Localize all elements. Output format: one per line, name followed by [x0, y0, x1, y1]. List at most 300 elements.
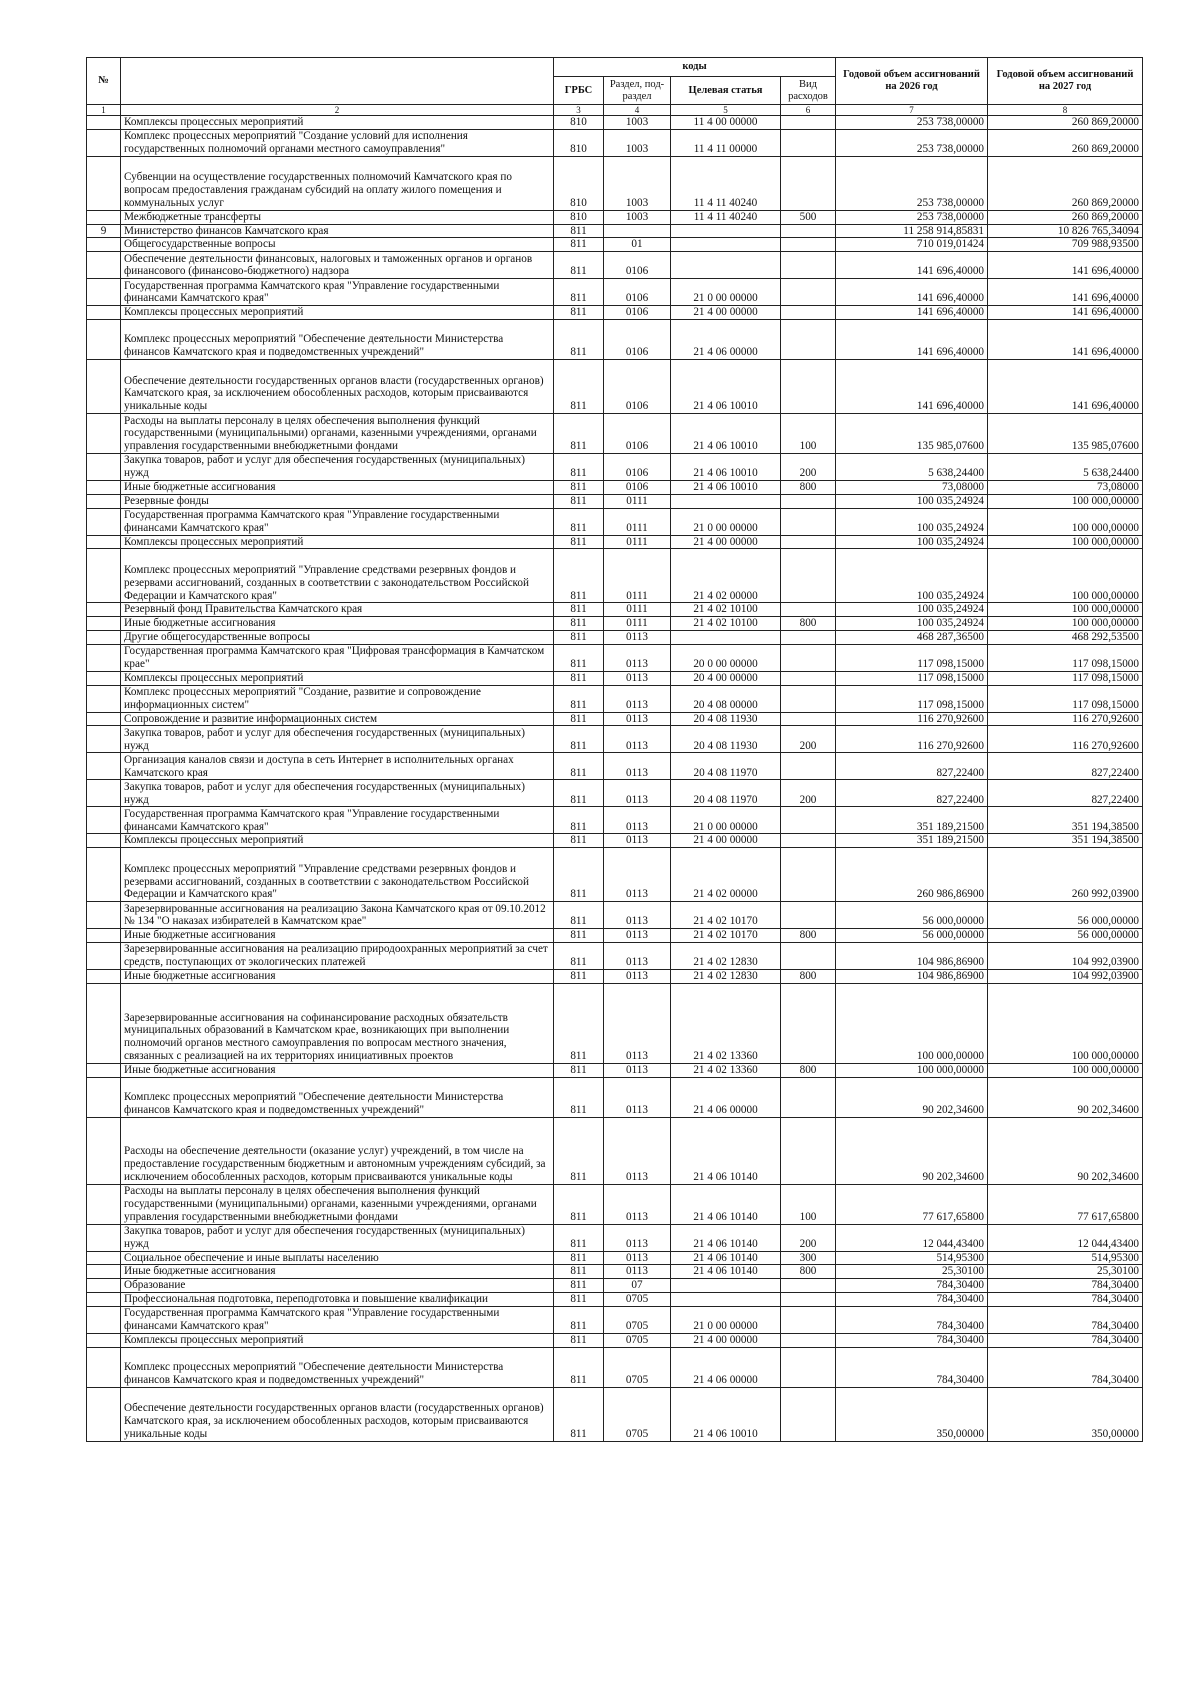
target-article: 21 4 06 10140	[671, 1265, 781, 1279]
razdel-code: 0111	[604, 617, 671, 631]
amount-2026: 117 098,15000	[836, 685, 988, 712]
razdel-code: 1003	[604, 129, 671, 156]
target-article: 21 4 02 10100	[671, 617, 781, 631]
amount-2027: 260 992,03900	[988, 848, 1143, 902]
amount-2026: 77 617,65800	[836, 1184, 988, 1224]
row-name: Закупка товаров, работ и услуг для обеспечения государственных (муниципальных) нужд	[121, 453, 554, 480]
razdel-code: 0113	[604, 969, 671, 983]
row-number	[87, 535, 121, 549]
table-row	[87, 224, 1143, 238]
header-codes: коды	[554, 58, 836, 77]
row-name: Комплекс процессных мероприятий "Создание условий для исполнения государственных полномочий органами местного самоуправления"	[121, 129, 554, 156]
amount-2026: 141 696,40000	[836, 359, 988, 413]
table-row	[87, 453, 1143, 480]
razdel-code: 0106	[604, 252, 671, 279]
row-number	[87, 644, 121, 671]
row-number: 9	[87, 224, 121, 238]
table-row	[87, 929, 1143, 943]
target-article: 21 4 06 10140	[671, 1251, 781, 1265]
amount-2026: 141 696,40000	[836, 252, 988, 279]
amount-2026: 468 287,36500	[836, 630, 988, 644]
amount-2027: 100 000,00000	[988, 508, 1143, 535]
razdel-code: 0113	[604, 753, 671, 780]
row-number	[87, 1184, 121, 1224]
grbs-code: 811	[554, 942, 604, 969]
amount-2027: 260 869,20000	[988, 156, 1143, 210]
row-name: Комплексы процессных мероприятий	[121, 834, 554, 848]
target-article: 21 4 06 10010	[671, 413, 781, 453]
table-row	[87, 1265, 1143, 1279]
razdel-code: 0113	[604, 983, 671, 1063]
grbs-code: 811	[554, 712, 604, 726]
target-article: 21 4 00 00000	[671, 834, 781, 848]
row-number	[87, 1333, 121, 1347]
row-number	[87, 807, 121, 834]
grbs-code: 811	[554, 1306, 604, 1333]
row-name: Закупка товаров, работ и услуг для обеспечения государственных (муниципальных) нужд	[121, 726, 554, 753]
table-row	[87, 480, 1143, 494]
target-article: 20 0 00 00000	[671, 644, 781, 671]
razdel-code: 01	[604, 238, 671, 252]
expense-type	[781, 603, 836, 617]
grbs-code: 811	[554, 969, 604, 983]
row-name: Обеспечение деятельности государственных органов власти (государственных органов) Камчатского края, за исключением обособленных расходов, которым присваиваются уникальные коды	[121, 1387, 554, 1441]
expense-type	[781, 834, 836, 848]
table-row	[87, 807, 1143, 834]
row-name: Общегосударственные вопросы	[121, 238, 554, 252]
amount-2026: 90 202,34600	[836, 1077, 988, 1117]
row-number	[87, 753, 121, 780]
row-name: Иные бюджетные ассигнования	[121, 929, 554, 943]
table-body	[87, 116, 1143, 1442]
row-number	[87, 210, 121, 224]
razdel-code: 0113	[604, 712, 671, 726]
amount-2026: 11 258 914,85831	[836, 224, 988, 238]
expense-type	[781, 685, 836, 712]
grbs-code: 811	[554, 1347, 604, 1387]
row-name: Комплекс процессных мероприятий "Обеспечение деятельности Министерства финансов Камчатского края и подведомственных учреждений"	[121, 319, 554, 359]
target-article: 21 4 02 10100	[671, 603, 781, 617]
amount-2027: 784,30400	[988, 1306, 1143, 1333]
grbs-code: 811	[554, 1292, 604, 1306]
razdel-code: 0113	[604, 780, 671, 807]
target-article: 21 4 02 10170	[671, 929, 781, 943]
row-name: Комплекс процессных мероприятий "Управление средствами резервных фондов и резервами ассигнований, созданных в соответствии с законодательством Российской Федерации и Камчатского края"	[121, 549, 554, 603]
razdel-code: 0106	[604, 453, 671, 480]
row-number	[87, 508, 121, 535]
row-name: Расходы на выплаты персоналу в целях обеспечения выполнения функций государственными (муниципальными) органами, казенными учреждениями, органами управления государственными внебюджетными фондами	[121, 413, 554, 453]
row-name: Государственная программа Камчатского края "Управление государственными финансами Камчатского края"	[121, 508, 554, 535]
table-row	[87, 252, 1143, 279]
amount-2026: 56 000,00000	[836, 929, 988, 943]
target-article: 20 4 08 11930	[671, 726, 781, 753]
grbs-code: 811	[554, 494, 604, 508]
table-row	[87, 1387, 1143, 1441]
amount-2026: 117 098,15000	[836, 671, 988, 685]
razdel-code: 0113	[604, 1063, 671, 1077]
target-article	[671, 494, 781, 508]
grbs-code: 811	[554, 630, 604, 644]
razdel-code: 0111	[604, 549, 671, 603]
expense-type: 800	[781, 969, 836, 983]
amount-2026: 100 000,00000	[836, 1063, 988, 1077]
row-number	[87, 617, 121, 631]
amount-2027: 117 098,15000	[988, 644, 1143, 671]
grbs-code: 811	[554, 1265, 604, 1279]
expense-type: 800	[781, 1265, 836, 1279]
header-grbs: ГРБС	[554, 77, 604, 105]
razdel-code: 0113	[604, 929, 671, 943]
target-article: 11 4 11 00000	[671, 129, 781, 156]
target-article: 21 4 06 00000	[671, 1347, 781, 1387]
razdel-code: 0113	[604, 685, 671, 712]
row-number	[87, 1279, 121, 1293]
target-article: 20 4 08 11970	[671, 780, 781, 807]
row-number	[87, 238, 121, 252]
expense-type: 200	[781, 780, 836, 807]
row-number	[87, 129, 121, 156]
expense-type	[781, 942, 836, 969]
row-number	[87, 834, 121, 848]
row-name: Государственная программа Камчатского края "Управление государственными финансами Камчатского края"	[121, 807, 554, 834]
budget-table	[86, 57, 1143, 1442]
amount-2027: 260 869,20000	[988, 129, 1143, 156]
expense-type	[781, 306, 836, 320]
grbs-code: 811	[554, 359, 604, 413]
grbs-code: 811	[554, 603, 604, 617]
grbs-code: 810	[554, 210, 604, 224]
amount-2027: 827,22400	[988, 780, 1143, 807]
grbs-code: 811	[554, 780, 604, 807]
amount-2027: 784,30400	[988, 1333, 1143, 1347]
amount-2026: 100 035,24924	[836, 535, 988, 549]
row-name: Комплекс процессных мероприятий "Управление средствами резервных фондов и резервами ассигнований, созданных в соответствии с законодательством Российской Федерации и Камчатского края"	[121, 848, 554, 902]
row-number	[87, 848, 121, 902]
amount-2027: 141 696,40000	[988, 279, 1143, 306]
expense-type	[781, 549, 836, 603]
row-name: Зарезервированные ассигнования на софинансирование расходных обязательств муниципальных образований в Камчатском крае, возникающих при выполнении полномочий органов местного самоуправления по вопросам местного значения, связанных с реализацией на их территориях инициативных проектов	[121, 983, 554, 1063]
grbs-code: 811	[554, 319, 604, 359]
expense-type	[781, 1387, 836, 1441]
row-number	[87, 671, 121, 685]
razdel-code: 0111	[604, 535, 671, 549]
grbs-code: 811	[554, 848, 604, 902]
table-row	[87, 942, 1143, 969]
grbs-code: 811	[554, 753, 604, 780]
grbs-code: 811	[554, 306, 604, 320]
amount-2026: 141 696,40000	[836, 279, 988, 306]
row-number	[87, 1347, 121, 1387]
grbs-code: 811	[554, 1251, 604, 1265]
expense-type: 100	[781, 413, 836, 453]
table-row	[87, 780, 1143, 807]
razdel-code: 0113	[604, 671, 671, 685]
razdel-code: 1003	[604, 210, 671, 224]
expense-type	[781, 156, 836, 210]
amount-2027: 141 696,40000	[988, 359, 1143, 413]
table-row	[87, 494, 1143, 508]
amount-2027: 141 696,40000	[988, 319, 1143, 359]
grbs-code: 810	[554, 116, 604, 130]
expense-type	[781, 753, 836, 780]
razdel-code: 0113	[604, 630, 671, 644]
amount-2027: 784,30400	[988, 1347, 1143, 1387]
grbs-code: 811	[554, 453, 604, 480]
expense-type: 200	[781, 726, 836, 753]
header-vid: Вид расходов	[781, 77, 836, 105]
expense-type: 300	[781, 1251, 836, 1265]
expense-type	[781, 224, 836, 238]
table-row	[87, 1279, 1143, 1293]
row-number	[87, 549, 121, 603]
target-article: 21 4 06 00000	[671, 1077, 781, 1117]
row-number	[87, 1117, 121, 1184]
table-row	[87, 1117, 1143, 1184]
amount-2027: 351 194,38500	[988, 807, 1143, 834]
amount-2027: 56 000,00000	[988, 902, 1143, 929]
table-row	[87, 1347, 1143, 1387]
target-article: 21 4 00 00000	[671, 306, 781, 320]
razdel-code: 1003	[604, 156, 671, 210]
razdel-code: 0106	[604, 413, 671, 453]
expense-type	[781, 494, 836, 508]
amount-2026: 56 000,00000	[836, 902, 988, 929]
amount-2027: 90 202,34600	[988, 1117, 1143, 1184]
row-name: Комплексы процессных мероприятий	[121, 306, 554, 320]
row-number	[87, 306, 121, 320]
razdel-code: 0705	[604, 1306, 671, 1333]
target-article: 21 4 06 10010	[671, 480, 781, 494]
amount-2027: 117 098,15000	[988, 685, 1143, 712]
expense-type	[781, 902, 836, 929]
row-name: Иные бюджетные ассигнования	[121, 480, 554, 494]
column-number: 8	[988, 105, 1143, 116]
budget-table-sheet	[86, 57, 1142, 1442]
amount-2026: 100 035,24924	[836, 549, 988, 603]
row-number	[87, 712, 121, 726]
target-article: 21 0 00 00000	[671, 807, 781, 834]
row-name: Расходы на выплаты персоналу в целях обеспечения выполнения функций государственными (муниципальными) органами, казенными учреждениями, органами управления государственными внебюджетными фондами	[121, 1184, 554, 1224]
amount-2026: 117 098,15000	[836, 644, 988, 671]
amount-2026: 100 000,00000	[836, 983, 988, 1063]
amount-2026: 827,22400	[836, 780, 988, 807]
amount-2027: 116 270,92600	[988, 726, 1143, 753]
row-number	[87, 480, 121, 494]
row-name: Иные бюджетные ассигнования	[121, 617, 554, 631]
target-article: 11 4 11 40240	[671, 156, 781, 210]
row-number	[87, 942, 121, 969]
grbs-code: 811	[554, 413, 604, 453]
table-row	[87, 644, 1143, 671]
amount-2026: 104 986,86900	[836, 942, 988, 969]
row-name: Расходы на обеспечение деятельности (оказание услуг) учреждений, в том числе на предоставление государственным бюджетным и автономным учреждениям субсидий, за исключением обособленных расходов, которым присваиваются уникальные коды	[121, 1117, 554, 1184]
row-number	[87, 630, 121, 644]
expense-type	[781, 1347, 836, 1387]
grbs-code: 811	[554, 685, 604, 712]
row-name: Организация каналов связи и доступа в сеть Интернет в исполнительных органах Камчатского края	[121, 753, 554, 780]
row-name: Межбюджетные трансферты	[121, 210, 554, 224]
table-row	[87, 238, 1143, 252]
expense-type	[781, 252, 836, 279]
target-article: 21 4 02 00000	[671, 549, 781, 603]
table-row	[87, 848, 1143, 902]
table-row	[87, 630, 1143, 644]
row-number	[87, 1265, 121, 1279]
amount-2027: 468 292,53500	[988, 630, 1143, 644]
table-row	[87, 685, 1143, 712]
amount-2027: 350,00000	[988, 1387, 1143, 1441]
target-article	[671, 224, 781, 238]
grbs-code: 811	[554, 252, 604, 279]
expense-type	[781, 129, 836, 156]
grbs-code: 811	[554, 807, 604, 834]
grbs-code: 811	[554, 1063, 604, 1077]
row-name: Государственная программа Камчатского края "Управление государственными финансами Камчатского края"	[121, 1306, 554, 1333]
row-number	[87, 1251, 121, 1265]
razdel-code: 0705	[604, 1292, 671, 1306]
table-row	[87, 1306, 1143, 1333]
razdel-code: 1003	[604, 116, 671, 130]
header-2027: Годовой объем ассигнований на 2027 год	[988, 58, 1143, 105]
target-article: 21 4 02 12830	[671, 942, 781, 969]
table-row	[87, 753, 1143, 780]
amount-2026: 141 696,40000	[836, 306, 988, 320]
expense-type	[781, 535, 836, 549]
target-article: 21 0 00 00000	[671, 279, 781, 306]
expense-type	[781, 279, 836, 306]
table-row	[87, 210, 1143, 224]
row-number	[87, 1224, 121, 1251]
razdel-code: 0106	[604, 306, 671, 320]
target-article: 21 4 06 10140	[671, 1224, 781, 1251]
row-name: Комплекс процессных мероприятий "Обеспечение деятельности Министерства финансов Камчатского края и подведомственных учреждений"	[121, 1347, 554, 1387]
razdel-code: 0111	[604, 494, 671, 508]
target-article: 21 4 00 00000	[671, 1333, 781, 1347]
razdel-code: 0106	[604, 480, 671, 494]
expense-type	[781, 1117, 836, 1184]
amount-2026: 73,08000	[836, 480, 988, 494]
amount-2027: 5 638,24400	[988, 453, 1143, 480]
amount-2026: 710 019,01424	[836, 238, 988, 252]
table-row	[87, 1333, 1143, 1347]
row-number	[87, 969, 121, 983]
table-row	[87, 712, 1143, 726]
grbs-code: 811	[554, 1184, 604, 1224]
row-name: Субвенции на осуществление государственных полномочий Камчатского края по вопросам предоставления гражданам субсидий на оплату жилого помещения и коммунальных услуг	[121, 156, 554, 210]
target-article: 20 4 08 11970	[671, 753, 781, 780]
amount-2026: 5 638,24400	[836, 453, 988, 480]
row-number	[87, 983, 121, 1063]
table-row	[87, 1063, 1143, 1077]
amount-2027: 784,30400	[988, 1292, 1143, 1306]
amount-2027: 25,30100	[988, 1265, 1143, 1279]
column-number: 7	[836, 105, 988, 116]
target-article: 20 4 00 00000	[671, 671, 781, 685]
row-name: Профессиональная подготовка, переподготовка и повышение квалификации	[121, 1292, 554, 1306]
expense-type: 800	[781, 617, 836, 631]
amount-2026: 784,30400	[836, 1347, 988, 1387]
amount-2026: 25,30100	[836, 1265, 988, 1279]
table-row	[87, 1077, 1143, 1117]
razdel-code: 0113	[604, 1184, 671, 1224]
amount-2026: 104 986,86900	[836, 969, 988, 983]
razdel-code	[604, 224, 671, 238]
razdel-code: 0113	[604, 1251, 671, 1265]
razdel-code: 0113	[604, 1117, 671, 1184]
amount-2026: 135 985,07600	[836, 413, 988, 453]
target-article: 21 4 06 10010	[671, 359, 781, 413]
amount-2027: 100 000,00000	[988, 535, 1143, 549]
amount-2026: 351 189,21500	[836, 834, 988, 848]
table-row	[87, 156, 1143, 210]
row-name: Сопровождение и развитие информационных систем	[121, 712, 554, 726]
razdel-code: 0113	[604, 848, 671, 902]
table-row	[87, 671, 1143, 685]
expense-type: 800	[781, 480, 836, 494]
amount-2026: 141 696,40000	[836, 319, 988, 359]
row-name: Комплексы процессных мероприятий	[121, 671, 554, 685]
target-article: 21 4 06 10140	[671, 1117, 781, 1184]
table-row	[87, 359, 1143, 413]
table-row	[87, 726, 1143, 753]
amount-2026: 100 035,24924	[836, 494, 988, 508]
target-article	[671, 630, 781, 644]
table-row	[87, 1224, 1143, 1251]
table-row	[87, 1292, 1143, 1306]
amount-2027: 141 696,40000	[988, 252, 1143, 279]
grbs-code: 811	[554, 644, 604, 671]
header-razdel: Раздел, под-раздел	[604, 77, 671, 105]
row-name: Государственная программа Камчатского края "Цифровая трансформация в Камчатском крае"	[121, 644, 554, 671]
amount-2027: 116 270,92600	[988, 712, 1143, 726]
table-row	[87, 617, 1143, 631]
row-name: Другие общегосударственные вопросы	[121, 630, 554, 644]
amount-2026: 253 738,00000	[836, 156, 988, 210]
table-row	[87, 1251, 1143, 1265]
column-numbers-row	[87, 105, 1143, 116]
expense-type: 800	[781, 929, 836, 943]
table-header	[87, 58, 1143, 116]
razdel-code: 07	[604, 1279, 671, 1293]
target-article: 21 4 06 10010	[671, 1387, 781, 1441]
target-article: 21 4 02 00000	[671, 848, 781, 902]
grbs-code: 810	[554, 156, 604, 210]
row-name: Комплексы процессных мероприятий	[121, 1333, 554, 1347]
row-name: Комплекс процессных мероприятий "Обеспечение деятельности Министерства финансов Камчатского края и подведомственных учреждений"	[121, 1077, 554, 1117]
amount-2026: 784,30400	[836, 1306, 988, 1333]
grbs-code: 811	[554, 1224, 604, 1251]
razdel-code: 0111	[604, 603, 671, 617]
row-name: Комплексы процессных мероприятий	[121, 116, 554, 130]
expense-type: 200	[781, 453, 836, 480]
expense-type: 800	[781, 1063, 836, 1077]
razdel-code: 0111	[604, 508, 671, 535]
grbs-code: 810	[554, 129, 604, 156]
row-name: Комплекс процессных мероприятий "Создание, развитие и сопровождение информационных систем"	[121, 685, 554, 712]
row-number	[87, 1306, 121, 1333]
amount-2027: 10 826 765,34094	[988, 224, 1143, 238]
target-article: 21 4 02 13360	[671, 983, 781, 1063]
grbs-code: 811	[554, 508, 604, 535]
row-number	[87, 116, 121, 130]
grbs-code: 811	[554, 902, 604, 929]
column-number: 5	[671, 105, 781, 116]
razdel-code: 0705	[604, 1347, 671, 1387]
razdel-code: 0113	[604, 902, 671, 929]
razdel-code: 0106	[604, 319, 671, 359]
amount-2027: 100 000,00000	[988, 603, 1143, 617]
expense-type: 500	[781, 210, 836, 224]
